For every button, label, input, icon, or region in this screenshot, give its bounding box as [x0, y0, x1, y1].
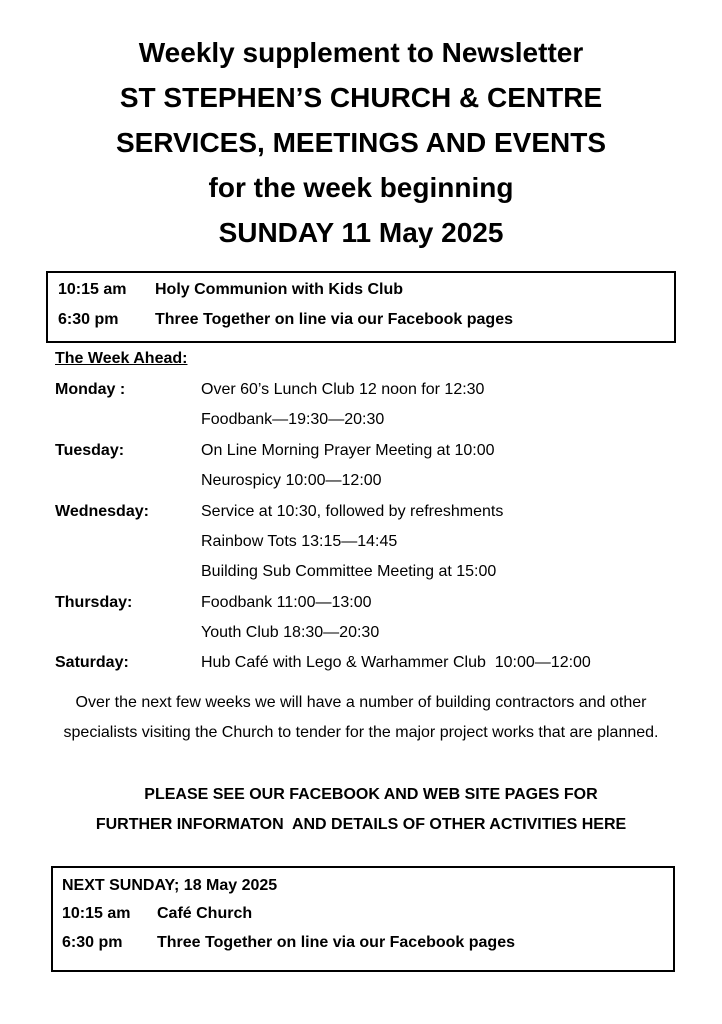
- notice-line: FURTHER INFORMATON AND DETAILS OF OTHER ACTIVITIES HERE: [95, 816, 627, 833]
- notice-callout: [0, 780, 722, 840]
- service-time: 10:15 am: [62, 905, 131, 922]
- this-sunday-box: [46, 271, 676, 343]
- next-sunday-heading: NEXT SUNDAY; 18 May 2025: [62, 877, 278, 894]
- event-item: Service at 10:30, followed by refreshments: [201, 503, 504, 520]
- week-ahead-heading: The Week Ahead:: [55, 350, 188, 367]
- day-label-thursday: Thursday:: [55, 594, 133, 611]
- title-line: SUNDAY 11 May 2025: [218, 217, 504, 248]
- event-item: Foodbank—19:30—20:30: [201, 411, 385, 428]
- event-item: Building Sub Committee Meeting at 15:00: [201, 563, 497, 580]
- event-item: Over 60’s Lunch Club 12 noon for 12:30: [201, 381, 485, 398]
- event-item: On Line Morning Prayer Meeting at 10:00: [201, 442, 495, 459]
- title-line: Weekly supplement to Newsletter: [138, 37, 584, 68]
- service-description: Café Church: [157, 905, 253, 922]
- day-label-saturday: Saturday:: [55, 654, 129, 671]
- next-sunday-box: [51, 866, 675, 972]
- title-line: for the week beginning: [208, 172, 514, 203]
- event-item: Hub Café with Lego & Warhammer Club 10:00—12:00: [201, 654, 591, 671]
- page-title: [0, 30, 722, 255]
- service-description: Three Together on line via our Facebook pages: [155, 311, 513, 328]
- service-time: 6:30 pm: [58, 311, 119, 328]
- event-item: Foodbank 11:00—13:00: [201, 594, 372, 611]
- event-item: Rainbow Tots 13:15—14:45: [201, 533, 398, 550]
- title-line: SERVICES, MEETINGS AND EVENTS: [115, 127, 607, 158]
- notice-line: PLEASE SEE OUR FACEBOOK AND WEB SITE PAGES FOR: [144, 786, 598, 803]
- notice-paragraph: Over the next few weeks we will have a number of building contractors and other specialists visiting the Church to tender for the major project works that are planned.: [63, 694, 659, 741]
- title-line: ST STEPHEN’S CHURCH & CENTRE: [119, 82, 603, 113]
- service-description: Three Together on line via our Facebook pages: [157, 934, 515, 951]
- service-time: 10:15 am: [58, 281, 127, 298]
- service-description: Holy Communion with Kids Club: [155, 281, 403, 298]
- event-item: Youth Club 18:30—20:30: [201, 624, 380, 641]
- day-label-monday: Monday :: [55, 381, 126, 398]
- service-time: 6:30 pm: [62, 934, 123, 951]
- day-label-wednesday: Wednesday:: [55, 503, 149, 520]
- day-label-tuesday: Tuesday:: [55, 442, 125, 459]
- event-item: Neurospicy 10:00—12:00: [201, 472, 382, 489]
